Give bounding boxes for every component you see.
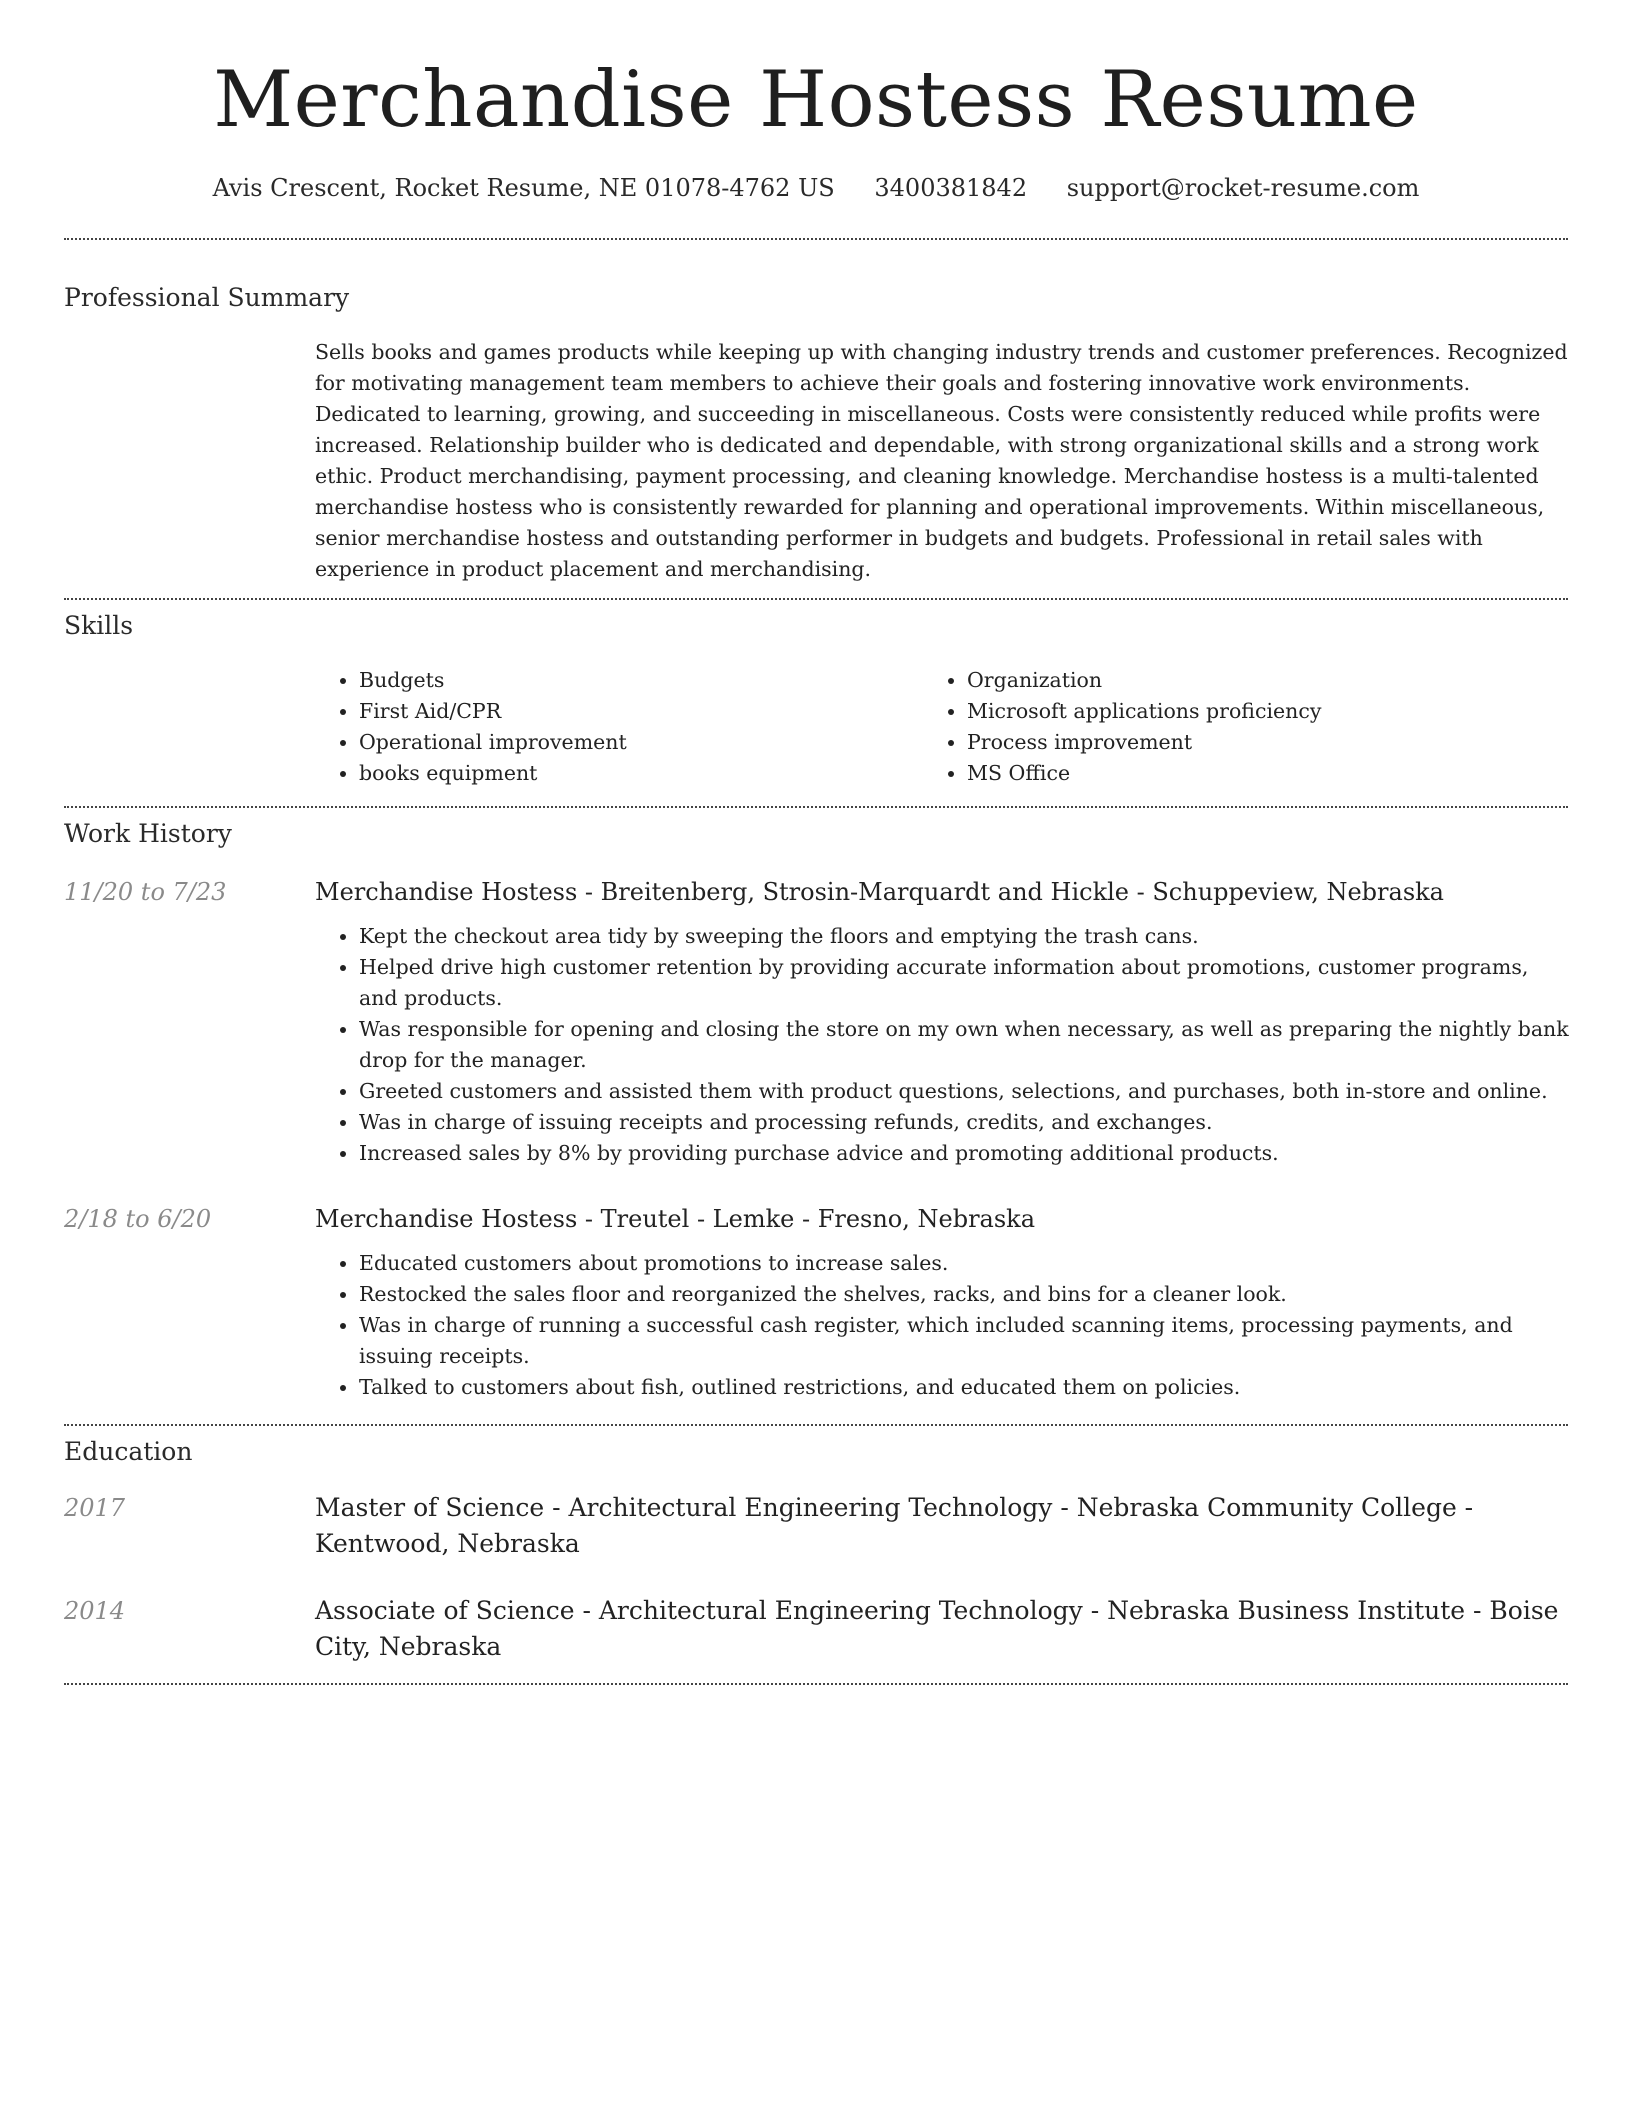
job-bullet: • Increased sales by 8% by providing purchase advice and promoting additional products. [359, 1138, 1571, 1169]
summary-heading: Professional Summary [64, 283, 350, 312]
divider [64, 1424, 1568, 1426]
skills-column-right [923, 665, 1523, 789]
divider [64, 806, 1568, 808]
skill-item: • Microsoft applications proficiency [967, 696, 1523, 727]
contact-email: support@rocket-resume.com [1066, 174, 1420, 202]
summary-section [315, 337, 1571, 585]
divider [64, 598, 1568, 600]
job-bullet: • Helped drive high customer retention by providing accurate information about promotions, customer programs, and products. [359, 952, 1571, 1014]
education-title: Associate of Science - Architectural Engineering Technology - Nebraska Business Institute - Boise City, Nebraska [315, 1596, 1559, 1661]
job-bullet: • Educated customers about promotions to increase sales. [359, 1248, 1571, 1279]
job-bullet: • Kept the checkout area tidy by sweeping the floors and emptying the trash cans. [359, 921, 1571, 952]
contact-phone: 3400381842 [874, 174, 1028, 202]
job-bullet: • Talked to customers about fish, outlined restrictions, and educated them on policies. [359, 1372, 1571, 1403]
education-entry [315, 1490, 1571, 1562]
skill-item: • First Aid/CPR [359, 696, 915, 727]
skills-heading: Skills [64, 611, 134, 640]
education-year: 2017 [64, 1494, 126, 1522]
skill-item: • Organization [967, 665, 1523, 696]
education-entry [315, 1593, 1571, 1665]
skill-item: • Budgets [359, 665, 915, 696]
skill-item: • MS Office [967, 758, 1523, 789]
job-bullet: • Greeted customers and assisted them with product questions, selections, and purchases, both in-store and online. [359, 1076, 1571, 1107]
skills-column-left [315, 665, 915, 789]
education-year: 2014 [64, 1597, 126, 1625]
divider [64, 238, 1568, 240]
job-dates: 11/20 to 7/23 [64, 878, 227, 906]
resume-title: Merchandise Hostess Resume [213, 55, 1419, 145]
job-title: Merchandise Hostess - Breitenberg, Strosin-Marquardt and Hickle - Schuppeview, Nebraska [315, 878, 1444, 906]
skill-item: • Operational improvement [359, 727, 915, 758]
job-entry [315, 876, 1571, 1169]
job-bullet: • Was in charge of running a successful cash register, which included scanning items, processing payments, and issuing receipts. [359, 1310, 1571, 1372]
job-bullet: • Restocked the sales floor and reorganized the shelves, racks, and bins for a cleaner look. [359, 1279, 1571, 1310]
education-heading: Education [64, 1437, 193, 1466]
job-bullet: • Was in charge of issuing receipts and processing refunds, credits, and exchanges. [359, 1107, 1571, 1138]
job-title: Merchandise Hostess - Treutel - Lemke - Fresno, Nebraska [315, 1205, 1036, 1233]
contact-info [0, 172, 1632, 204]
education-title: Master of Science - Architectural Engineering Technology - Nebraska Community College - Kentwood, Nebraska [315, 1493, 1474, 1558]
skill-item: • Process improvement [967, 727, 1523, 758]
contact-address: Avis Crescent, Rocket Resume, NE 01078-4762 US [212, 174, 835, 202]
job-bullet: • Was responsible for opening and closing the store on my own when necessary, as well as preparing the nightly bank drop for the manager. [359, 1014, 1571, 1076]
job-entry [315, 1203, 1571, 1403]
divider [64, 1683, 1568, 1685]
work-history-heading: Work History [64, 819, 232, 848]
summary-text: Sells books and games products while keeping up with changing industry trends and customer preferences. Recognized for motivating management team members to achieve their goals and fostering innovative work environments. Dedicated to learning, growing, and succeeding in miscellaneous. Costs were consistently reduced while profits were increased. Relationship builder who is dedicated and dependable, with strong organizational skills and a strong work ethic. Product merchandising, payment processing, and cleaning knowledge. Merchandise hostess is a multi-talented merchandise hostess who is consistently rewarded for planning and operational improvements. Within miscellaneous, senior merchandise hostess and outstanding performer in budgets and budgets. Professional in retail sales with experience in product placement and merchandising. [315, 340, 1568, 581]
skill-item: • books equipment [359, 758, 915, 789]
job-dates: 2/18 to 6/20 [64, 1205, 212, 1233]
